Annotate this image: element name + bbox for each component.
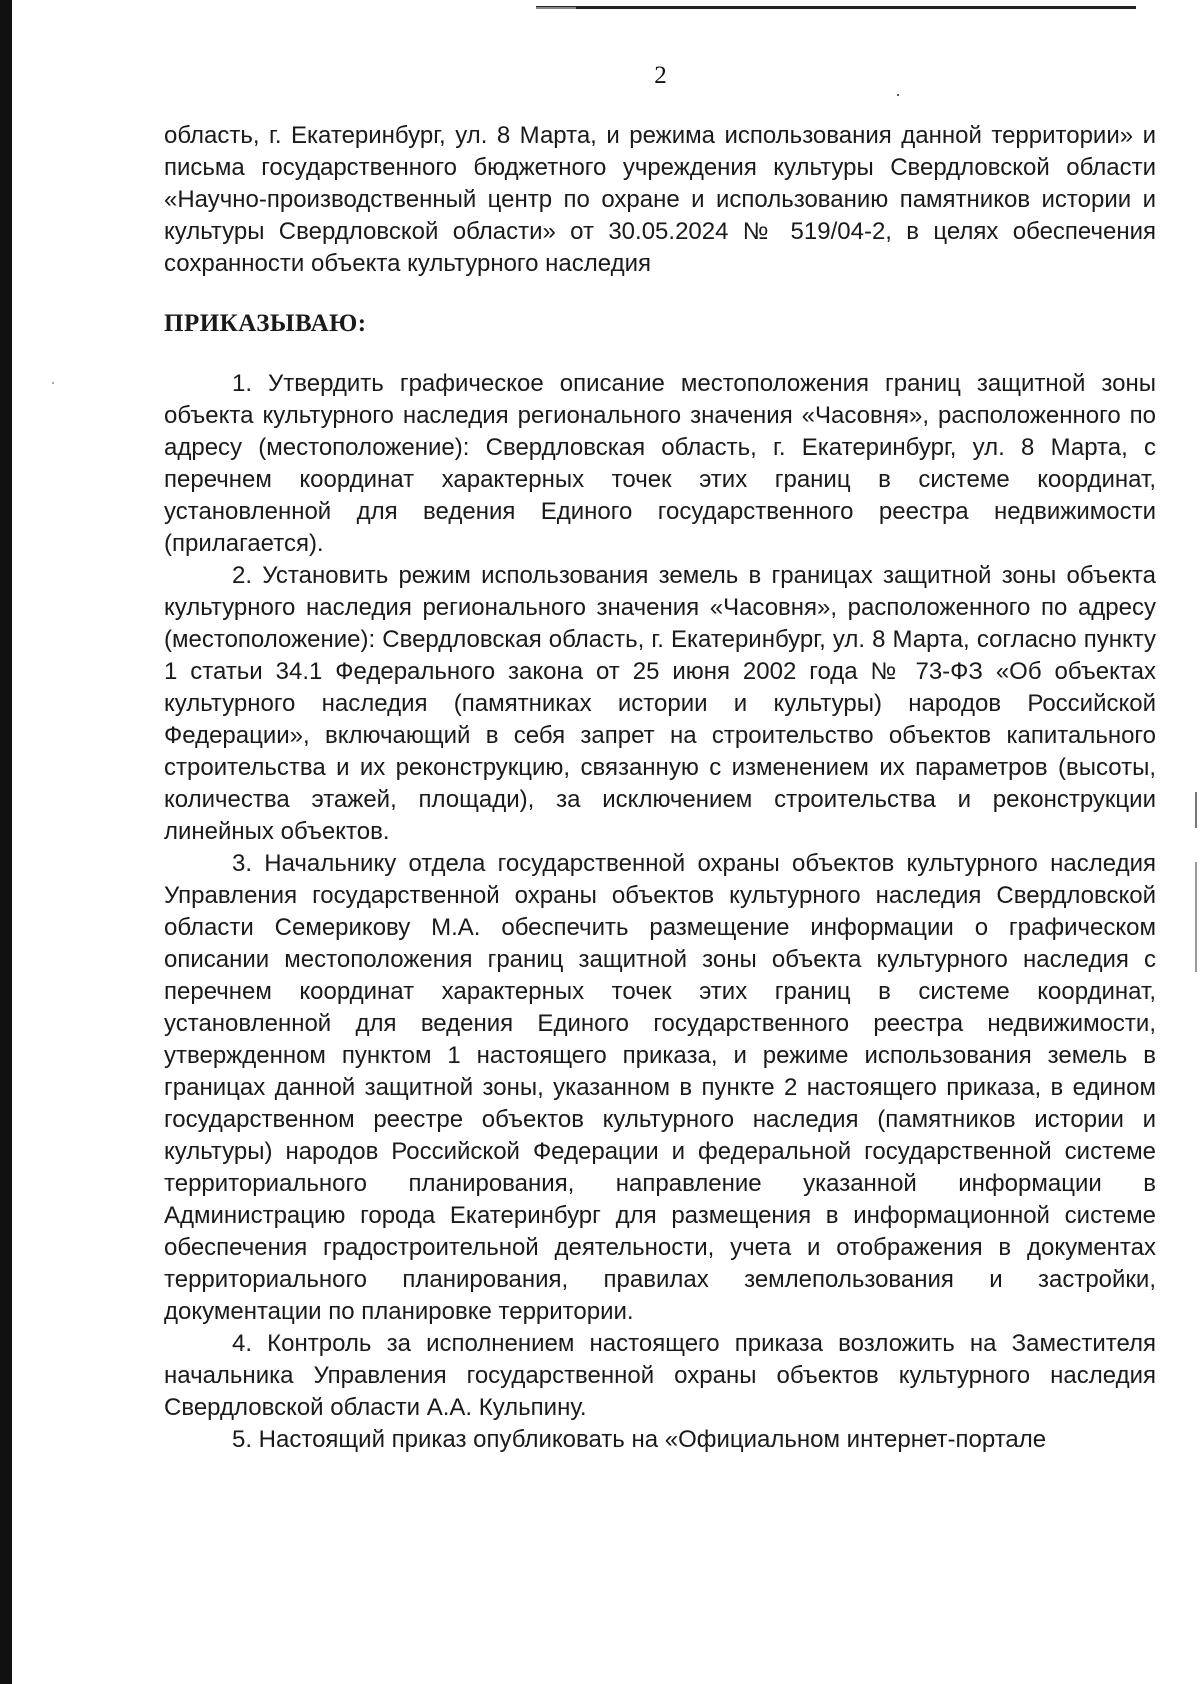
scan-mark-right-upper (1195, 792, 1197, 828)
scan-mark-right-lower (1195, 862, 1197, 972)
page-number: 2 (654, 62, 667, 89)
order-item-1: 1. Утвердить графическое описание местоположения границ защитной зоны объекта культурного наследия регионального значения «Часовня», расположенного по адресу (местоположение): Свердловская область, г. Екатеринбург, ул. 8 Марта, с перечнем координат характерных точек этих границ в системе координат, установленной для ведения Единого государственного реестра недвижимости (прилагается). (164, 370, 1156, 557)
intro-paragraph: область, г. Екатеринбург, ул. 8 Марта, и режима использования данной территории» и письма государственного бюджетного учреждения культуры Свердловской области «Научно-производственный центр по охране и использованию памятников истории и культуры Свердловской области» от 30.05.2024 № 519/04-2, в целях обеспечения сохранности объекта культурного наследия (164, 122, 1156, 277)
order-item-3: 3. Начальнику отдела государственной охраны объектов культурного наследия Управления государственной охраны объектов культурного наследия Свердловской области Семерикову М.А. обеспечить размещение информации о графическом описании местоположения границ защитной зоны объекта культурного наследия с перечнем координат характерных точек этих границ в системе координат, установленной для ведения Единого государственного реестра недвижимости, утвержденном пунктом 1 настоящего приказа, и режиме использования земель в границах данной защитной зоны, указанном в пункте 2 настоящего приказа, в едином государственном реестре объектов культурного наследия (памятников истории и культуры) народов Российской Федерации и федеральной государственной системе территориального планирования, направление указанной информации в Администрацию города Екатеринбург для размещения в информационной системе обеспечения градостроительной деятельности, учета и отображения в документах территориального планирования, правилах землепользования и застройки, документации по планировке территории. (164, 850, 1156, 1325)
scan-dot (897, 94, 899, 96)
document-body (164, 120, 1156, 1456)
scan-line-top-faint (536, 7, 576, 9)
scan-edge-left (0, 0, 12, 1684)
scan-dot (52, 382, 54, 384)
order-item-5: 5. Настоящий приказ опубликовать на «Официальном интернет-портале (232, 1426, 1047, 1453)
order-heading: ПРИКАЗЫВАЮ: (164, 310, 367, 337)
order-item-2: 2. Установить режим использования земель в границах защитной зоны объекта культурного наследия регионального значения «Часовня», расположенного по адресу (местоположение): Свердловская область, г. Екатеринбург, ул. 8 Марта, согласно пункту 1 статьи 34.1 Федерального закона от 25 июня 2002 года № 73-ФЗ «Об объектах культурного наследия (памятниках истории и культуры) народов Российской Федерации», включающий в себя запрет на строительство объектов капитального строительства и их реконструкцию, связанную с изменением их параметров (высоты, количества этажей, площади), за исключением строительства и реконструкции линейных объектов. (164, 562, 1156, 845)
scan-line-top (536, 6, 1136, 9)
order-item-4: 4. Контроль за исполнением настоящего приказа возложить на Заместителя начальника Управления государственной охраны объектов культурного наследия Свердловской области А.А. Кульпину. (164, 1330, 1156, 1421)
